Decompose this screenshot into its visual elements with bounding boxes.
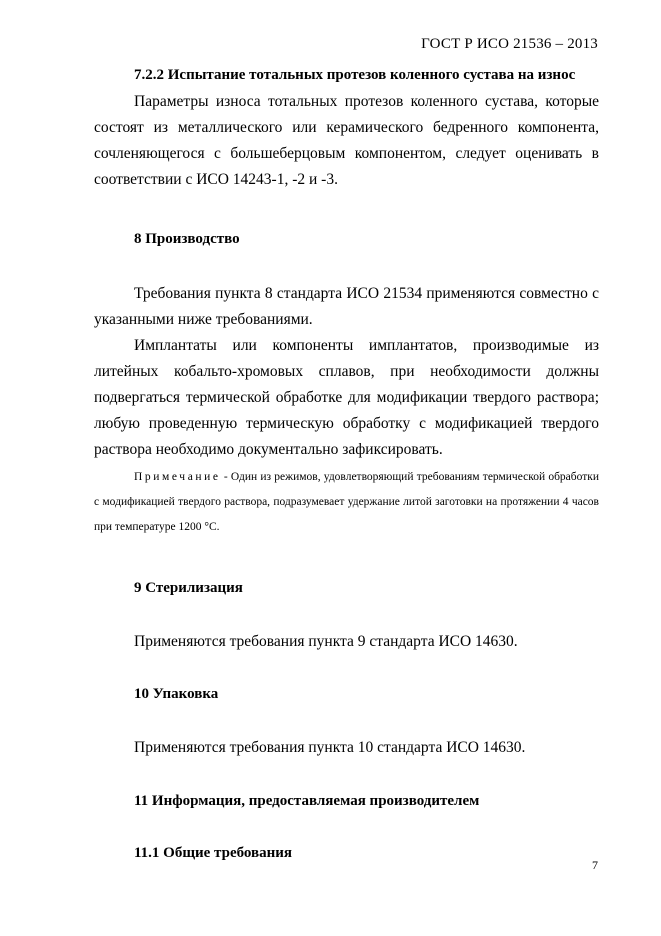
section-8-paragraph-1: Требования пункта 8 стандарта ИСО 21534 применяются совместно с указанными ниже требованиями. xyxy=(94,285,599,328)
section-9-paragraph: Применяются требования пункта 9 стандарта ИСО 14630. xyxy=(134,633,518,650)
section-8-note xyxy=(94,465,599,540)
section-8-heading: 8 Производство xyxy=(134,231,240,247)
section-7-2-2-paragraph: Параметры износа тотальных протезов коленного сустава, которые состоят из металлического или керамического бедренного компонента, сочленяющегося с большеберцовым компонентом, следует оценивать в соответствии с ИСО 14243-1, -2 и -3. xyxy=(94,93,599,188)
section-8-paragraph-2: Имплантаты или компоненты имплантатов, производимые из литейных кобальто-хромовых сплавов, при необходимости должны подвергаться термической обработке для модификации твердого раствора; любую проведенную термическую обработку с модификацией твердого раствора необходимо документально зафиксировать. xyxy=(94,337,599,458)
note-text: - Один из режимов, удовлетворяющий требованиям термической обработки с модификацией твердого раствора, подразумевает удержание литой заготовки на протяжении 4 часов при температуре 1200 °С. xyxy=(94,471,599,533)
page-body xyxy=(94,63,599,865)
section-9-heading: 9 Стерилизация xyxy=(134,580,243,596)
section-11-heading: 11 Информация, предоставляемая производителем xyxy=(134,793,480,809)
section-10-paragraph: Применяются требования пункта 10 стандарта ИСО 14630. xyxy=(134,739,526,756)
note-label: Примечание xyxy=(134,471,221,483)
section-7-2-2-heading: 7.2.2 Испытание тотальных протезов коленного сустава на износ xyxy=(134,67,576,83)
page-number: 7 xyxy=(592,858,598,872)
section-10-heading: 10 Упаковка xyxy=(134,686,219,702)
section-11-1-heading: 11.1 Общие требования xyxy=(134,845,293,861)
document-header: ГОСТ Р ИСО 21536 – 2013 xyxy=(421,36,598,52)
